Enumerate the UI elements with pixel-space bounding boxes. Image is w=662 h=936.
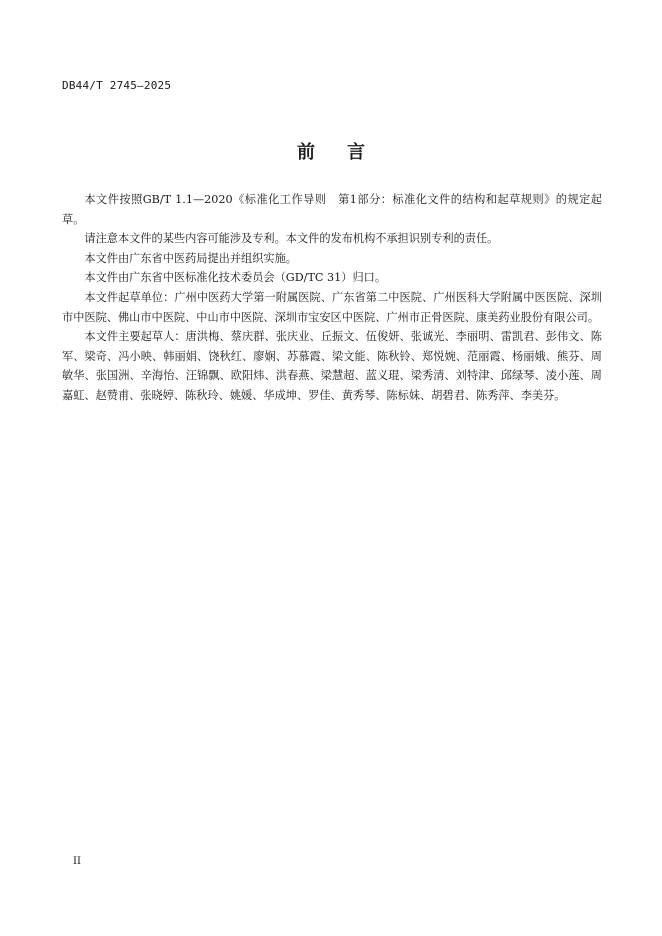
paragraph-drafting-rules: 本文件按照GB/T 1.1—2020《标准化工作导则 第1部分：标准化文件的结构和起草规则》的规定起草。 — [62, 193, 602, 226]
paragraph-committee: 本文件由广东省中医标准化技术委员会（GD/TC 31）归口。 — [84, 271, 387, 285]
paragraph-patent-notice: 请注意本文件的某些内容可能涉及专利。本文件的发布机构不承担识别专利的责任。 — [84, 232, 499, 246]
paragraph-drafting-units: 本文件起草单位：广州中医药大学第一附属医院、广东省第二中医院、广州医科大学附属中医医院、深圳市中医院、佛山市中医院、中山市中医院、深圳市宝安区中医院、广州市正骨医院、康美药业股份有限公司。 — [62, 290, 602, 324]
page-number: II — [73, 856, 81, 867]
foreword-body — [62, 190, 602, 406]
title-char-2: 言 — [347, 142, 365, 163]
page-title — [0, 138, 662, 164]
paragraph-proposer: 本文件由广东省中医药局提出并组织实施。 — [84, 251, 297, 265]
document-code: DB44/T 2745—2025 — [62, 79, 172, 92]
title-char-1: 前 — [297, 142, 315, 163]
paragraph-drafters: 本文件主要起草人：唐洪梅、蔡庆群、张庆业、丘振文、伍俊妍、张诚光、李丽明、雷凯君、彭伟文、陈军、梁奇、冯小映、韩丽娟、饶秋红、廖娴、苏慕霞、梁文能、陈秋铃、郑悦婉、范丽霞、杨丽娥、熊芬、周敏华、张国洲、辛海怡、汪锦飘、欧阳炜、洪春燕、梁慧超、蓝义琨、梁秀清、刘特津、邱绿琴、凌小莲、周嘉虹、赵赞甫、张晓婷、陈秋玲、姚媛、华成坤、罗佳、黄秀琴、陈标妹、胡碧君、陈秀萍、李美芬。 — [62, 330, 602, 402]
